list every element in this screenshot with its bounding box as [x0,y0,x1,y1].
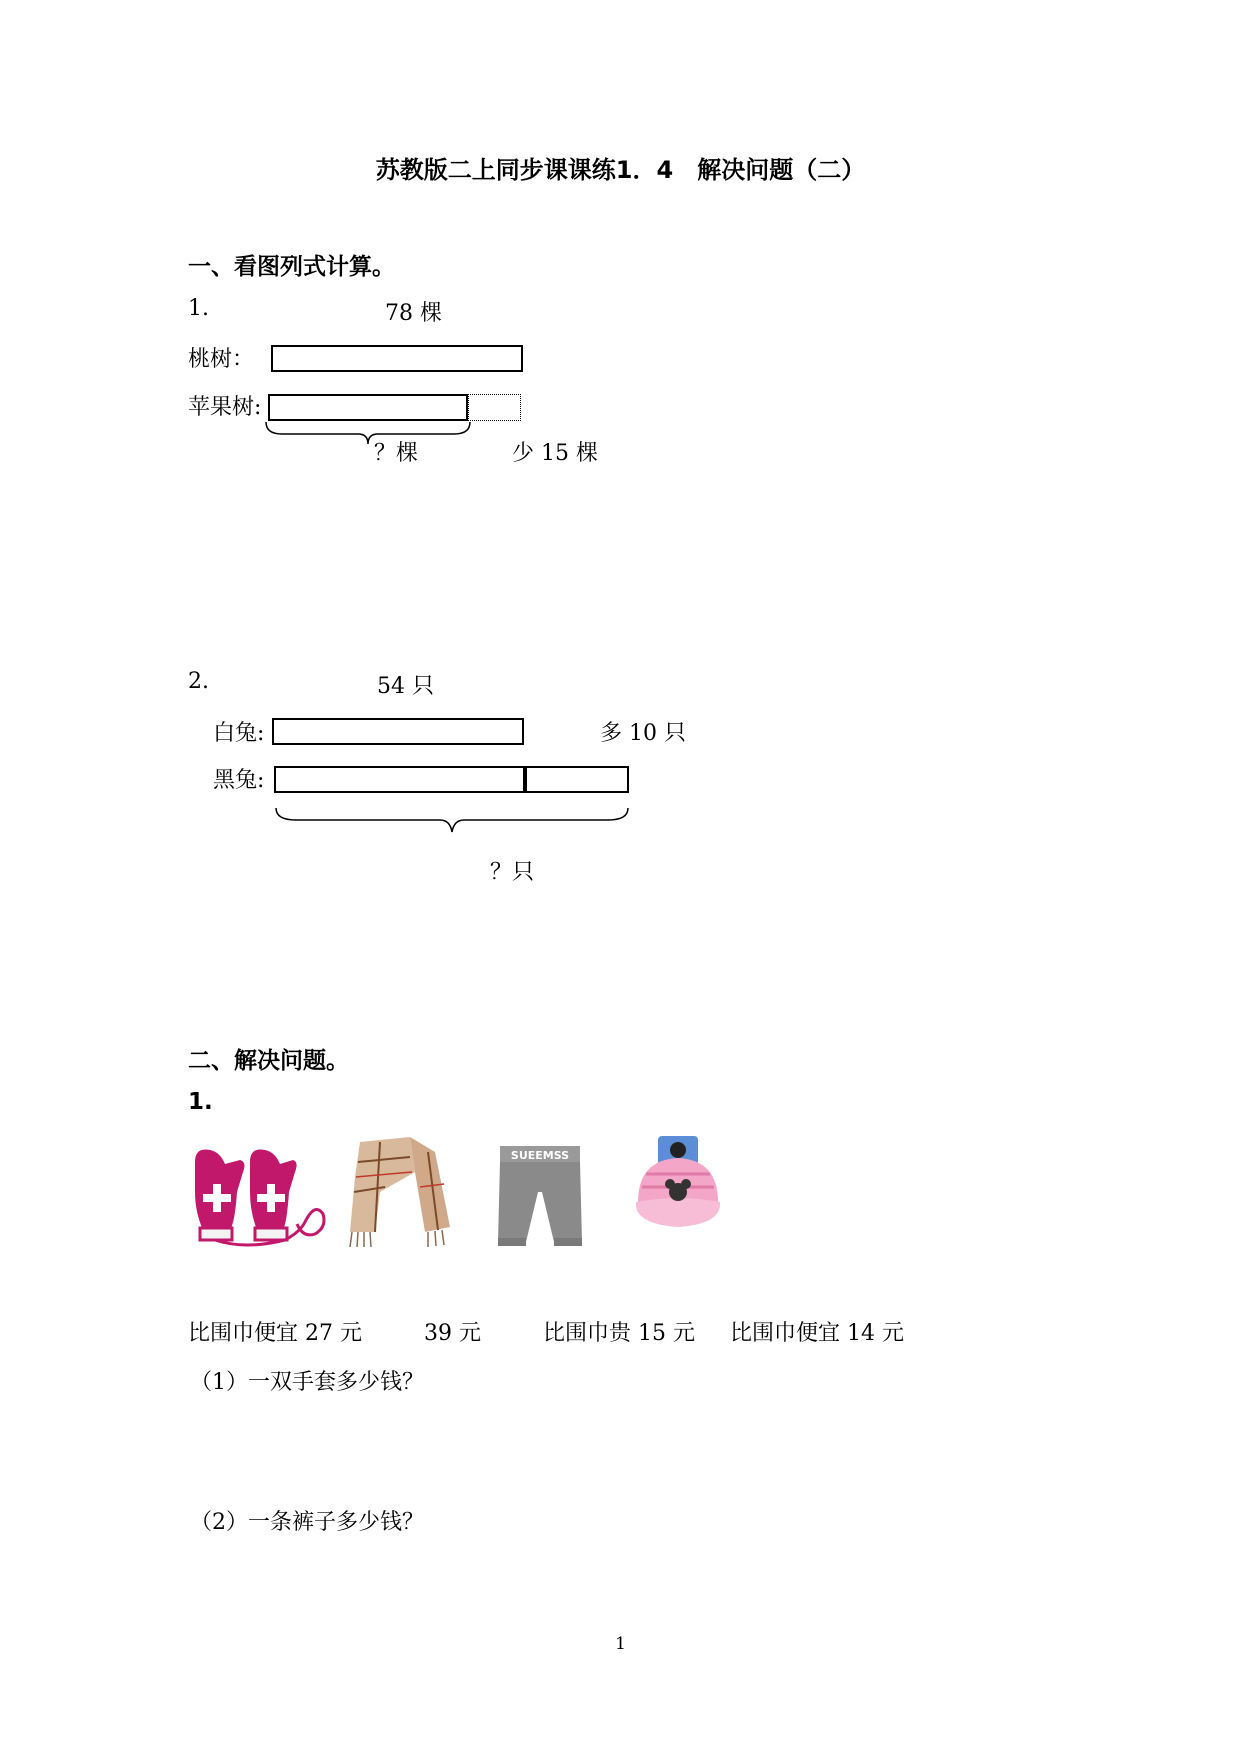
s2-q1-sub2: （2）一条裤子多少钱？ [190,1510,424,1535]
page-title: 苏教版二上同步课课练1．4 解决问题（二） [375,156,866,184]
q2-total-label: 54 只 [377,674,434,699]
q1-apple-missing-bar [468,394,521,421]
q2-row2-label: 黑兔: [213,768,265,793]
scarf-icon [340,1132,470,1252]
q2-white-rabbit-bar [272,718,524,745]
q1-diff-label: 少 15 棵 [512,441,598,466]
q1-total-label: 78 棵 [385,301,442,326]
hat-icon [628,1132,728,1242]
s2-q1-number: 1. [188,1089,213,1115]
q2-black-rabbit-extra-bar [525,766,629,793]
q2-number: 2. [188,669,209,694]
q2-black-rabbit-bar [274,766,525,793]
pants-icon [490,1142,590,1254]
q2-brace [272,806,632,836]
svg-text:SUEEMSS: SUEEMSS [510,1149,570,1162]
q1-peach-bar [271,345,523,372]
s2-q1-sub1: （1）一双手套多少钱？ [190,1370,424,1395]
section-2-heading: 二、解决问题。 [188,1048,349,1074]
section-1-heading: 一、看图列式计算。 [188,254,395,280]
pants-caption: 比围巾贵 15 元 [543,1321,695,1346]
q2-question-label: ？只 [490,860,535,885]
hat-caption: 比围巾便宜 14 元 [730,1321,904,1346]
q2-row1-label: 白兔: [213,721,265,746]
page-number: 1 [615,1634,626,1654]
mittens-icon [185,1142,330,1252]
q1-question-label: ？棵 [374,441,419,466]
q1-brace [262,420,474,446]
q1-apple-bar [268,394,468,421]
q1-number: 1. [188,296,209,321]
mittens-caption: 比围巾便宜 27 元 [188,1321,362,1346]
q1-row2-label: 苹果树: [188,395,262,420]
q1-row1-label: 桃树： [188,347,255,372]
q2-diff-label: 多 10 只 [600,721,686,746]
scarf-caption: 39 元 [424,1321,481,1346]
